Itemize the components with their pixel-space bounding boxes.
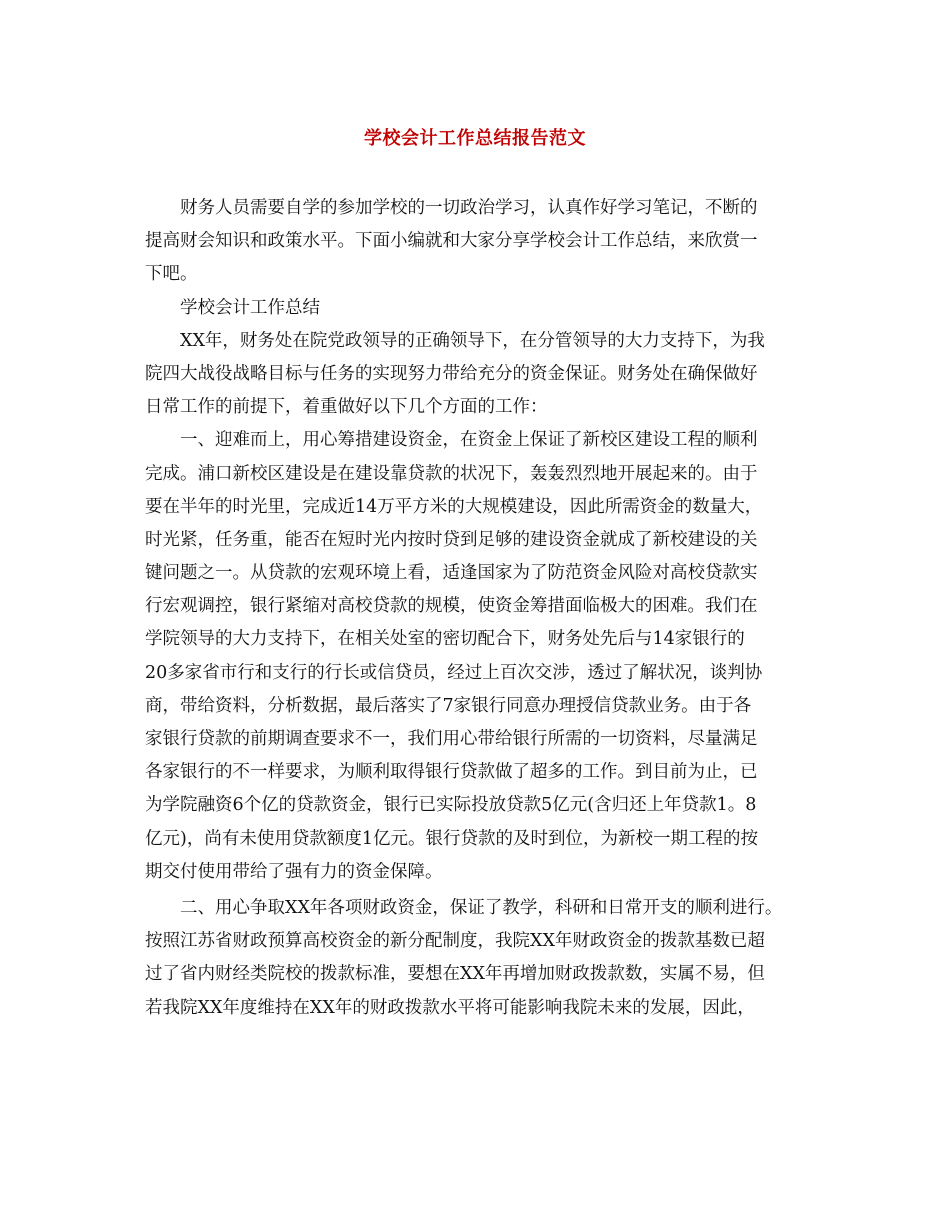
- paragraph-line: 学院领导的大力支持下，在相关处室的密切配合下，财务处先后与14家银行的: [145, 629, 745, 650]
- paragraph-line: 各家银行的不一样要求，为顺利取得银行贷款做了超多的工作。到目前为止，已: [145, 762, 758, 783]
- paragraph-line: XX年，财务处在院党政领导的正确领导下，在分管领导的大力支持下，为我: [180, 330, 765, 351]
- paragraph-line: 过了省内财经类院校的拨款标准，要想在XX年再增加财政拨款数，实属不易，但: [145, 964, 765, 985]
- paragraph-line: 日常工作的前提下，着重做好以下几个方面的工作：: [145, 397, 548, 418]
- paragraph-line: 若我院XX年度维持在XX年的财政拨款水平将可能影响我院未来的发展，因此，: [145, 997, 755, 1018]
- paragraph-line: 院四大战役战略目标与任务的实现努力带给充分的资金保证。财务处在确保做好: [145, 363, 758, 384]
- paragraph-line: 时光紧，任务重，能否在短时光内按时贷到足够的建设资金就成了新校建设的关: [145, 529, 758, 550]
- paragraph-line: 二、用心争取XX年各项财政资金，保证了教学，科研和日常开支的顺利进行。: [180, 897, 783, 918]
- paragraph-line: 下吧。: [145, 264, 198, 285]
- paragraph-line: 行宏观调控，银行紧缩对高校贷款的规模，使资金筹措面临极大的困难。我们在: [145, 596, 758, 617]
- paragraph-line: 一、迎难而上，用心筹措建设资金，在资金上保证了新校区建设工程的顺利: [180, 430, 758, 451]
- paragraph-line: 按照江苏省财政预算高校资金的新分配制度，我院XX年财政资金的拨款基数已超: [145, 931, 765, 952]
- paragraph-line: 键问题之一。从贷款的宏观环境上看，适逢国家为了防范资金风险对高校贷款实: [145, 563, 758, 584]
- paragraph-line: 亿元)，尚有未使用贷款额度1亿元。银行贷款的及时到位，为新校一期工程的按: [145, 828, 758, 849]
- paragraph-line: 期交付使用带给了强有力的资金保障。: [145, 861, 443, 882]
- paragraph-line: 完成。浦口新校区建设是在建设靠贷款的状况下，轰轰烈烈地开展起来的。由于: [145, 463, 758, 484]
- paragraph-line: 提高财会知识和政策水平。下面小编就和大家分享学校会计工作总结，来欣赏一: [145, 231, 758, 252]
- document-body: [145, 192, 825, 1025]
- paragraph-line: 要在半年的时光里，完成近14万平方米的大规模建设，因此所需资金的数量大，: [145, 496, 763, 517]
- document-title: 学校会计工作总结报告范文: [364, 128, 586, 149]
- paragraph-line: 家银行贷款的前期调查要求不一，我们用心带给银行所需的一切资料，尽量满足: [145, 729, 758, 749]
- paragraph-line: 财务人员需要自学的参加学校的一切政治学习，认真作好学习笔记，不断的: [180, 198, 758, 218]
- paragraph-line: 为学院融资6个亿的贷款资金，银行已实际投放贷款5亿元(含归还上年贷款1。8: [145, 795, 757, 816]
- section-heading: 学校会计工作总结: [180, 297, 320, 318]
- paragraph-line: 20多家省市行和支行的行长或信贷员，经过上百次交涉，透过了解状况，谈判协: [145, 662, 763, 683]
- paragraph-line: 商，带给资料，分析数据，最后落实了7家银行同意办理授信贷款业务。由于各: [145, 695, 752, 716]
